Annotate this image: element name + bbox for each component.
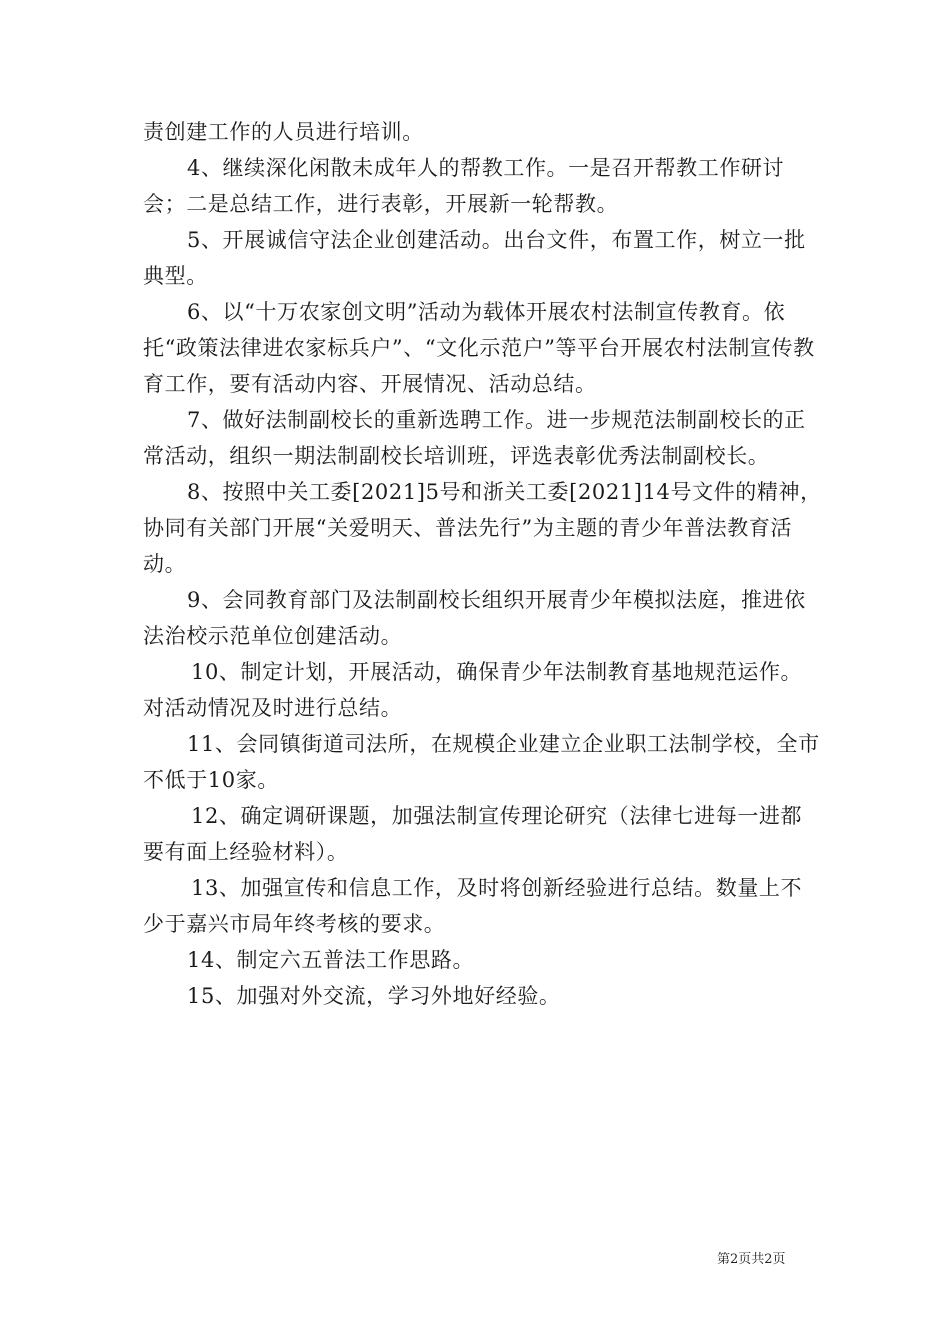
paragraph-item-6: 6、以“十万农家创文明”活动为载体开展农村法制宣传教育。依托“政策法律进农家标兵户”、“文化示范户”等平台开展农村法制宣传教育工作，要有活动内容、开展情况、活动总结。 (143, 300, 815, 396)
paragraph-item-12: 12、确定调研课题，加强法制宣传理论研究（法律七进每一进都要有面上经验材料）。 (143, 804, 803, 864)
paragraph-item-7: 7、做好法制副校长的重新选聘工作。进一步规范法制副校长的正常活动，组织一期法制副校长培训班，评选表彰优秀法制副校长。 (143, 408, 806, 468)
paragraph-item-5: 5、开展诚信守法企业创建活动。出台文件，布置工作，树立一批典型。 (143, 228, 806, 288)
paragraph-continuation: 责创建工作的人员进行培训。 (143, 120, 424, 144)
paragraph-item-13: 13、加强宣传和信息工作，及时将创新经验进行总结。数量上不少于嘉兴市局年终考核的要求。 (143, 876, 803, 936)
paragraph-item-8: 8、按照中关工委[2021]5号和浙关工委[2021]14号文件的精神，协同有关部门开展“关爱明天、普法先行”为主题的青少年普法教育活动。 (143, 480, 822, 576)
document-body (143, 114, 823, 1014)
paragraph-item-4: 4、继续深化闲散未成年人的帮教工作。一是召开帮教工作研讨会；二是总结工作，进行表彰，开展新一轮帮教。 (143, 156, 785, 216)
paragraph-item-9: 9、会同教育部门及法制副校长组织开展青少年模拟法庭，推进依法治校示范单位创建活动。 (143, 588, 806, 648)
page-number-footer: 第2页共2页 (717, 1252, 786, 1267)
paragraph-item-10: 10、制定计划，开展活动，确保青少年法制教育基地规范运作。对活动情况及时进行总结。 (143, 660, 803, 720)
paragraph-item-11: 11、会同镇街道司法所，在规模企业建立企业职工法制学校，全市不低于10家。 (143, 732, 820, 792)
paragraph-item-14: 14、制定六五普法工作思路。 (187, 948, 475, 972)
paragraph-item-15: 15、加强对外交流，学习外地好经验。 (187, 984, 561, 1008)
